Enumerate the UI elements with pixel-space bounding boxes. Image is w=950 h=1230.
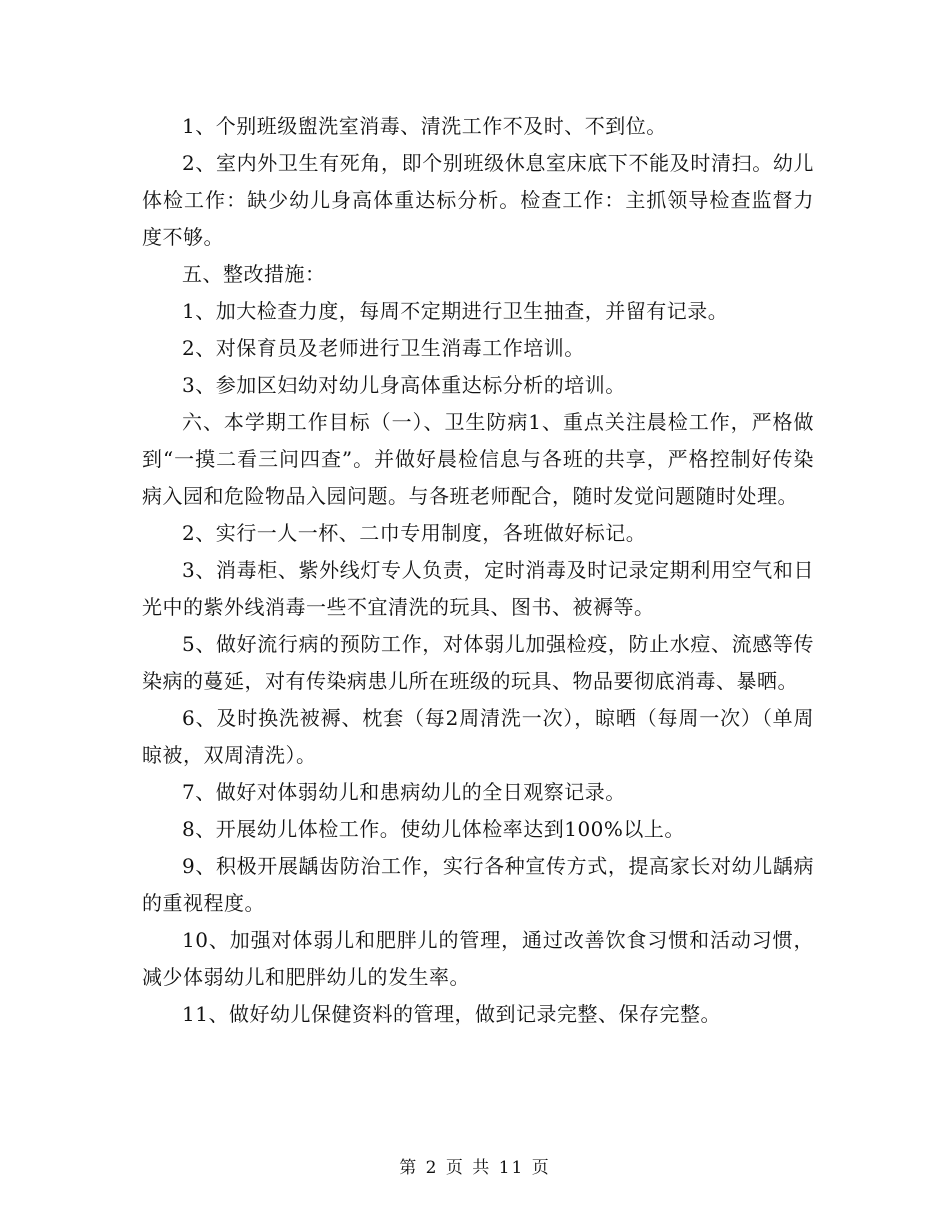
- document-body: [142, 108, 814, 1033]
- paragraph: 5、做好流行病的预防工作，对体弱儿加强检疫，防止水痘、流感等传染病的蔓延，对有传染病患儿所在班级的玩具、物品要彻底消毒、暴晒。: [142, 632, 814, 693]
- paragraph: 1、个别班级盥洗室消毒、清洗工作不及时、不到位。: [182, 114, 667, 138]
- paragraph: 8、开展幼儿体检工作。使幼儿体检率达到100%以上。: [182, 817, 685, 841]
- paragraph: 9、积极开展龋齿防治工作，实行各种宣传方式，提高家长对幼儿龋病的重视程度。: [142, 854, 814, 915]
- paragraph: 11、做好幼儿保健资料的管理，做到记录完整、保存完整。: [182, 1002, 721, 1026]
- paragraph: 2、室内外卫生有死角，即个别班级休息室床底下不能及时清扫。幼儿体检工作：缺少幼儿身高体重达标分析。检查工作：主抓领导检查监督力度不够。: [142, 151, 814, 249]
- paragraph: 2、实行一人一杯、二巾专用制度，各班做好标记。: [182, 521, 647, 545]
- paragraph: 1、加大检查力度，每周不定期进行卫生抽查，并留有记录。: [182, 299, 729, 323]
- paragraph: 2、对保育员及老师进行卫生消毒工作培训。: [182, 336, 585, 360]
- paragraph: 3、消毒柜、紫外线灯专人负责，定时消毒及时记录定期利用空气和日光中的紫外线消毒一些不宜清洗的玩具、图书、被褥等。: [142, 558, 814, 619]
- paragraph: 3、参加区妇幼对幼儿身高体重达标分析的培训。: [182, 373, 626, 397]
- section-heading: 五、整改措施：: [182, 262, 326, 286]
- paragraph: 7、做好对体弱幼儿和患病幼儿的全日观察记录。: [182, 780, 626, 804]
- paragraph: 6、及时换洗被褥、枕套（每2周清洗一次），晾晒（每周一次）（单周晾被，双周清洗）。: [142, 706, 814, 767]
- paragraph: 六、本学期工作目标（一）、卫生防病1、重点关注晨检工作，严格做到“一摸二看三问四查”。并做好晨检信息与各班的共享，严格控制好传染病入园和危险物品入园问题。与各班老师配合，随时发觉问题随时处理。: [142, 410, 814, 508]
- paragraph: 10、加强对体弱儿和肥胖儿的管理，通过改善饮食习惯和活动习惯，减少体弱幼儿和肥胖幼儿的发生率。: [142, 928, 814, 989]
- page-number-footer: 第 2 页 共 11 页: [399, 1158, 551, 1178]
